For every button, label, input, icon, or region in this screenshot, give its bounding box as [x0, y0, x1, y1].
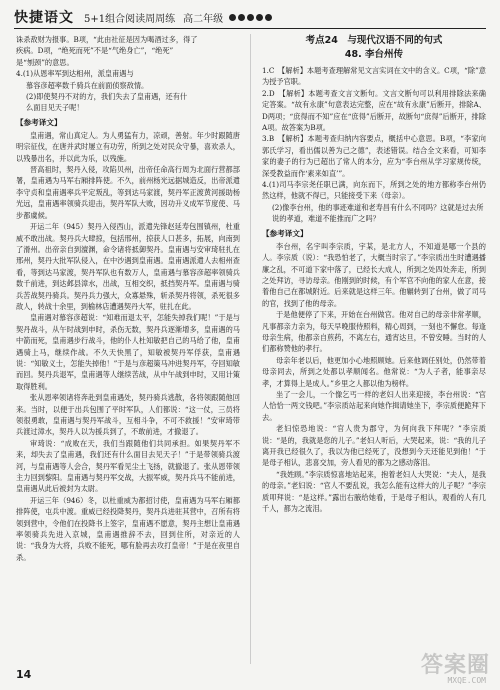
intro-line: 是“刎颈”的意思。 [16, 57, 74, 67]
dot-icon [229, 14, 236, 21]
translation-paragraph: 开运二年（945）契丹入侵西山，派遣先锋赵延寿包围镇州，杜重威不敢出战。契丹兵大肆掠，包括邢州，掠获人口甚多，拓展，向南到了滑州。出帝亲自到澶渊，命令诸将抵御契丹。皇甫遇与安审琦驻扎在邢州，契丹大批军队侵入，在中沙遇到皇甫遇。皇甫遇派遣人去相州查看，等到达马家渡，契丹军队也有数万人，皇甫遇与慕容彦超率领骑兵数千前进，到达邺县漳水，出战，互相交织，抵挡契丹军。皇甫遇与骑兵苦战契丹骑兵。契丹兵力强大，众寡悬殊，斩杀契丹将领，杀死很多敌人，转战十余里，到榆林店遭遇契丹大军，驻扎在此。 [16, 222, 240, 311]
dot-icon [265, 14, 272, 21]
dot-icon [247, 14, 254, 21]
answer-item: 3.B 【解析】本题考查归纳内容要点，概括中心意思。B项，“李家向郭氏学习，看出儒以善为己之德”，表述错误。结合全文来看，可知李家的妻子的行为已超出了常人的本分，应为“李台州从学习家规传统，深受教益而作‘素来如直’”。 [262, 134, 486, 178]
page-number: 14 [16, 668, 32, 681]
q4-line: (2)即使契丹不对的方，我们失去了皇甫遇，还有什 [26, 92, 188, 102]
left-column [16, 34, 240, 563]
answer-item: 4.(1)司马李宗尧任职已满，向东而下，所到之处的地方都称李台州仍然这样，他就不得已，只能接受下来（母亲）。 [262, 180, 486, 201]
reference-translation-heading: 【参考译文】 [16, 117, 62, 127]
translation-paragraph: 审琦说：“成败在天，我们当跟随他们共同承担。如果契丹军不来，却失去了皇甫遇，我们还有什么面目去见天子！”于是带领骑兵渡河，与皇甫遇等人会合，契丹军看见尘土飞扬，就撤退了。张从恩带领主力回到黎阳。皇甫遇与契丹军交战，大振军威，契丹兵马不能前进，皇甫遇从此后被封为太尉。 [16, 438, 240, 494]
translation-paragraph: 张从恩率领诸将奔赴到皇甫遇处，契丹骑兵逃散，各将领跟随他回来。当时，以便于出兵包围了平时军队，人们都说：“这一仗，三员将领很勇敢，皇甫遇与契丹军战斗，互相斗争，不可不救援！”安审琦带兵渡过漳水，契丹人以为援兵到了，不敢前进，才撤退了。 [16, 393, 240, 437]
translation-paragraph: 皇甫遇，常山真定人。为人勇猛有力，凉顽，善射。年少时跟随唐明宗征伐，在唐并武时屡立有功劳，所到之处对民众守暴，喜欢杀人，以残暴出名，并以此为乐，以残施。 [16, 130, 240, 163]
right-column [262, 34, 486, 514]
translation-paragraph: 母亲年老以后，他更加小心地照顾她。后来他调任别处，仍然带着母亲同去，所到之处都以孝顺闻名。他常说：“为人子者，能事亲尽孝，才算得上是成人。”乡里之人都以他为榜样。 [262, 355, 486, 388]
translation-paragraph: 老妇惊恐地说：“官人贵为郡守，为何向我下拜呢？”李宗质说：“是的，我就是您的儿子。”老妇人听后，大哭起来，说：“我的儿子离开我已经很久了，我以为他已经死了，没想到今天还能见到他！”于是母子相认，悲喜交加，旁人看见的都为之感动落泪。 [262, 424, 486, 468]
translation-paragraph: 皇甫遇对慕容彦超说：“知难而退太平，怎能失掉我们呢！”于是与契丹战斗，从午时战到申时，杀伤无数，契丹兵逐渐增多，皇甫遇的马中箭而死，皇甫遇步行战斗，他的仆人杜知敏把自己的马给了他，皇甫遇骑上马，继续作战。不久天快黑了，知敏被契丹军俘获，皇甫遇说：“知敏义士，怎能失掉他！”于是与彦超策马冲进契丹军，夺回知敏而回。契丹兵退军，皇甫遇等人继续苦战，从中午战到申时，又用计策取得胜利。 [16, 313, 240, 391]
rating-dots [229, 14, 272, 21]
intro-line: 诛杀敌财为报事。B项，“此由社征是因为喝酒过多，得了 [16, 35, 198, 44]
page-header [14, 6, 486, 29]
grade-label: 高二年级 [183, 13, 224, 25]
dot-icon [256, 14, 263, 21]
answer-item: 2.D 【解析】本题考查文言文断句。文言文断句可以利用排除法来确定答案。“故有永康”句意表达完整，应在“故有永康”后断开，排除A、D两项；“庶得而不知”应在“庶得”后断开，故断句“庶得”后断开，排除A项。故答案为B项。 [262, 88, 486, 133]
answer-item: (2)像李台州，他的事迹难道和老寿昌有什么不同吗？这就是过去所说的孝道，难道不能推而广之吗？ [272, 202, 484, 224]
answer-item: 1.C 【解析】本题考查理解常见文言实词在文中的含义。C项，“除”意为授予官职。 [262, 66, 486, 87]
knowledge-point-title: 考点24 与现代汉语不同的句式 [305, 35, 443, 46]
translation-paragraph: 于是他便停了下来，开始在台州做官。他对自己的母亲非常孝顺，凡事都亲力亲为，每天早晚服侍照料，精心周到，一刻也不懈怠。每逢母亲生病，他都亲自煎药，不离左右，通宵达旦，不曾安睡。当时的人们都称赞他的孝行。 [262, 310, 486, 354]
translation-paragraph: 晋高祖时，契丹入侵，攻陷贝州，出帝任命高行周为北面行营都部署，皇甫遇为马军右厢排阵使。不久，前州杨光远据城造反，出帝派遣李守贞和皇甫遇率兵平定叛乱，等到达马家渡，契丹军正渡黄河援助杨光远，皇甫遇率领骑兵迎击，契丹军队大败，因功升义成军节度使、马步都虞候。 [16, 165, 240, 220]
q4-line: 慕容彦超率数千骑兵在前面侦察敌情。 [26, 80, 149, 90]
brand-title: 快捷语文 [14, 10, 74, 26]
translation-paragraph: 坐了一会儿，一个像乞丐一样的老妇人出来迎接，李台州说：“官人恰恰一两文钱吧。”李宗质站起来向她作揖请她坐下，李宗质便跪拜下去。 [262, 389, 486, 422]
translation-paragraph: “我姓顾。”李宗质惊喜地站起来，抱着老妇人大哭说：“夫人，是我的母亲。”老妇说：“官人不要乱说，我怎么能有这样大的儿子呢？”李宗质叩拜说：“是这样。”露出右腋给她看，于是母子相认，观看的人有几千人，都为之流泪。 [262, 469, 486, 514]
watermark-logo: 答案圈 [420, 653, 490, 678]
passage-title: 48. 李台州传 [344, 49, 404, 60]
q4-line: 4.(1)从恩率军到达相州，派皇甫遇与 [16, 69, 134, 79]
q4-line: 么面目见天子呢！ [26, 103, 84, 113]
intro-line: 疾病。D项，“绝死而死”不是“气绝身亡”，“绝死” [16, 46, 174, 56]
translation-paragraph: 开运三年（946）冬，以杜重威为都招讨使，皇甫遇为马军右厢都排阵使，屯兵中渡。重威已经投降契丹，契丹兵进驻其营中，召所有将领到营中，令他们在投降书上签字，皇甫遇不愿意，契丹主想让皇甫遇率领骑兵先进入京城，皇甫遇推辞不去，回到住所，对亲近的人说：“我身为大将，兵败不能死，哪有脸再去攻打皇帝！”于是在夜里自杀。 [16, 495, 240, 562]
translation-paragraph: 李台州，名宇叫李宗质，宇某，是北方人，不知道是哪一个县的人。李宗质（说）：“我恐怕老了，大概当时宗了。”李宗质出生时遭遇播廉之乱，不可道下家中落了，已经长大成人，所到之处四处奔走，所到之处拜访，寻访母亲。他刚到的时候，有个军官不向他的家人在意，接着他自己在都城附近。后来就是这样三年。他辗转到了台州，做了司马的官，找到了他的母亲。 [262, 241, 486, 308]
watermark-url: MXQE.COM [447, 676, 486, 685]
series-title: 5+1组合阅读周周练 [84, 13, 176, 25]
dot-icon [238, 14, 245, 21]
reference-translation-heading: 【参考译文】 [262, 228, 308, 238]
column-divider [250, 34, 251, 664]
